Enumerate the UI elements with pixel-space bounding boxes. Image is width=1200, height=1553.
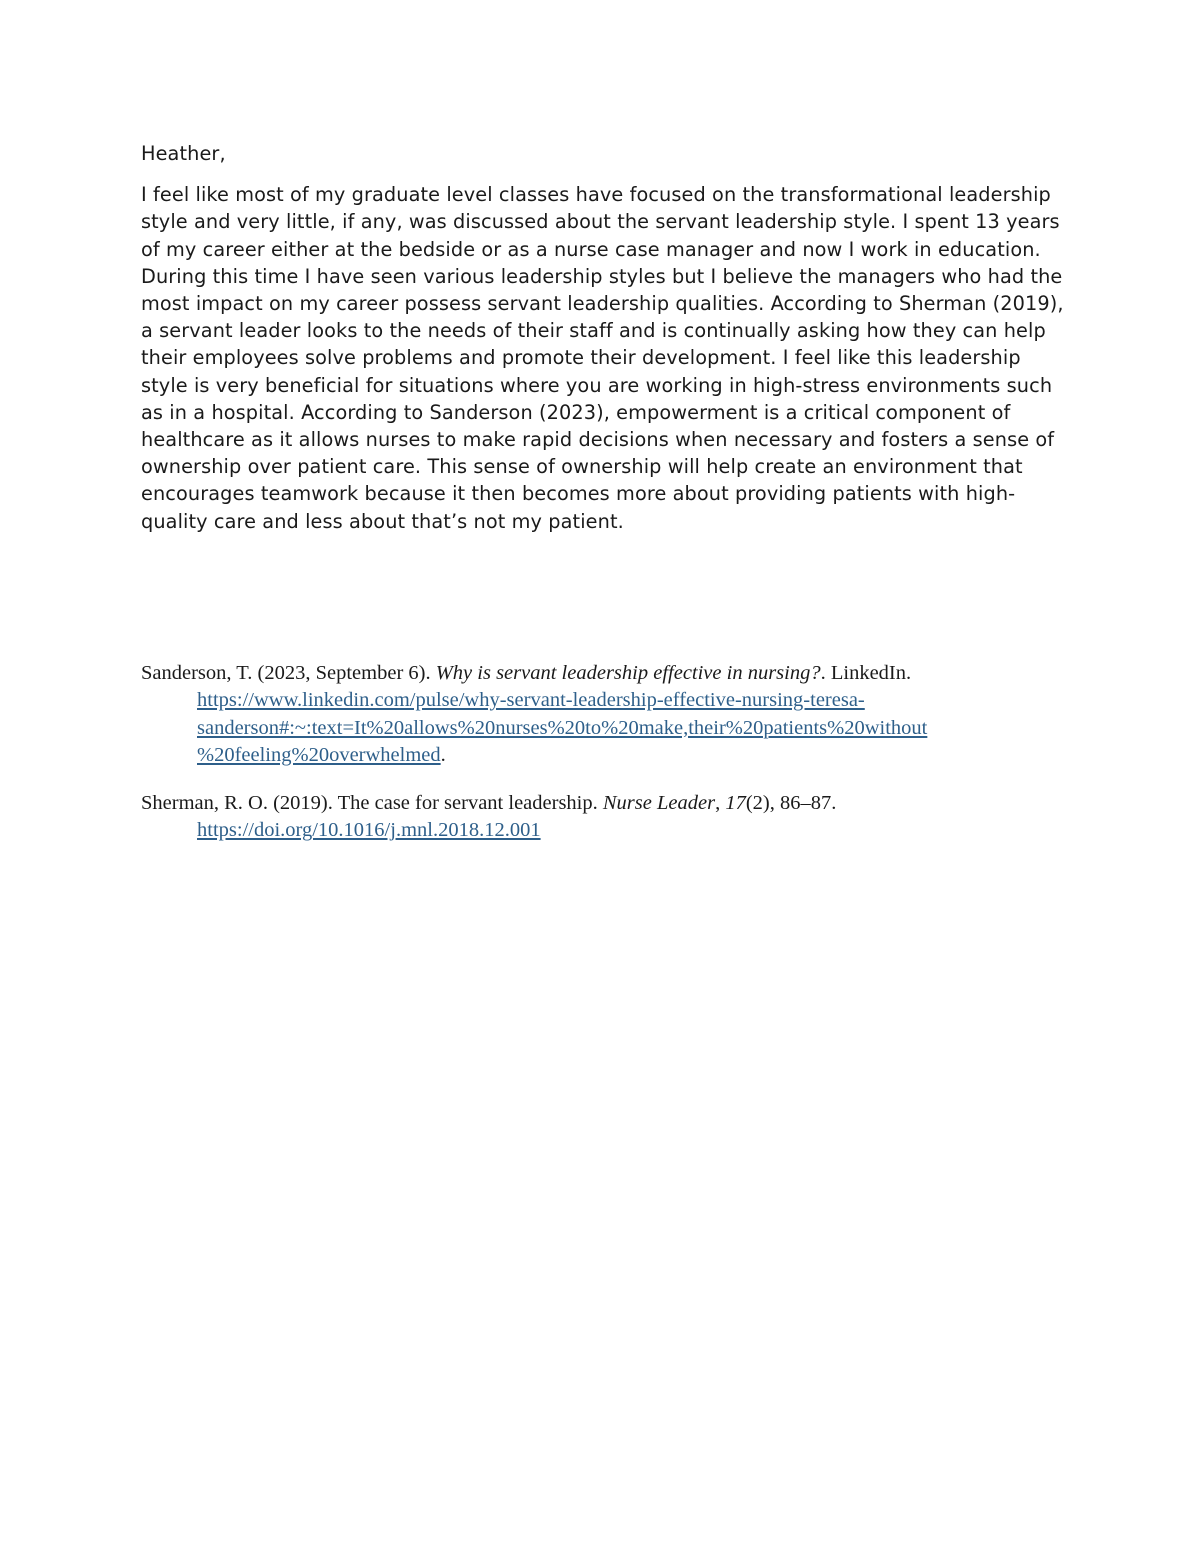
reference-url-suffix: . (440, 743, 446, 766)
reference-sherman (141, 790, 1061, 845)
reference-sanderson (141, 660, 1061, 769)
reference-doi-link[interactable]: https://doi.org/10.1016/j.mnl.2018.12.001 (197, 819, 541, 842)
reference-volume: 17 (725, 792, 746, 815)
reference-authors-date-title: Sherman, R. O. (2019). The case for servant leadership. (141, 792, 603, 815)
reference-separator: , (715, 792, 726, 815)
reference-url-part-1: https://www.linkedin.com/pulse/why-servant-leadership-effective-nursing-teresa- (197, 689, 865, 712)
letter-body (141, 140, 1066, 535)
reference-title: Why is servant leadership effective in nursing? (435, 662, 821, 684)
reference-journal: Nurse Leader (602, 792, 716, 815)
reference-issue-pages: (2), 86–87. (745, 792, 837, 815)
reference-url-link[interactable] (197, 689, 927, 766)
reference-authors-date: Sanderson, T. (2023, September 6). (141, 662, 436, 684)
reference-url-part-3: %20feeling%20overwhelmed (197, 743, 441, 766)
reference-url-part-2: sanderson#:~:text=It%20allows%20nurses%20to%20make,their%20patients%20without (197, 716, 928, 739)
greeting: Heather, (141, 142, 226, 165)
reference-list (141, 660, 1061, 866)
reference-publisher: . LinkedIn. (820, 662, 912, 684)
main-paragraph: I feel like most of my graduate level classes have focused on the transformational leadership style and very little, if any, was discussed about the servant leadership style. I spent 13 years of my career either at the bedside or as a nurse case manager and now I work in education. During this time I have seen various leadership styles but I believe the managers who had the most impact on my career possess servant leadership qualities. According to Sherman (2019), a servant leader looks to the needs of their staff and is continually asking how they can help their employees solve problems and promote their development. I feel like this leadership style is very beneficial for situations where you are working in high-stress environments such as in a hospital. According to Sanderson (2023), empowerment is a critical component of healthcare as it allows nurses to make rapid decisions when necessary and fosters a sense of ownership over patient care. This sense of ownership will help create an environment that encourages teamwork because it then becomes more about providing patients with high-quality care and less about that’s not my patient. (141, 183, 1064, 533)
